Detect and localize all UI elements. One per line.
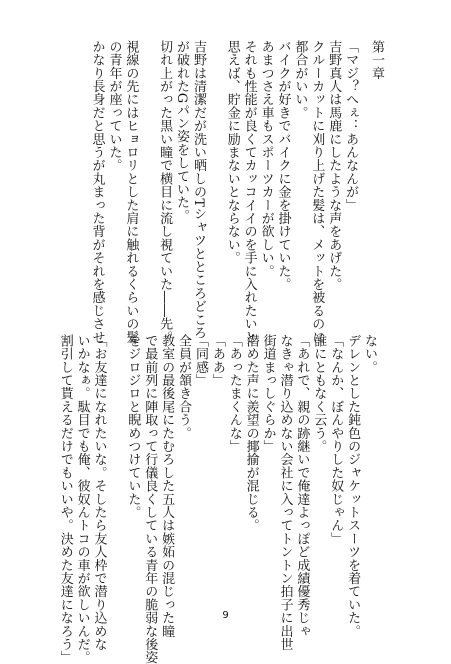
text-line: それも性能が良くてカッコイイのを手に入れたいと — [241, 40, 257, 344]
text-line: 「マジ？へぇ：あんなんが」 — [343, 40, 359, 212]
text-line: 「お友達になれたいな。そしたら友人枠で潜り込めな — [91, 334, 107, 651]
text-line: 吉野は清潔だが洗い晒しのTシャツとところどころ — [190, 40, 206, 340]
text-line: なきゃ潜り込めない会社に入ってトントン拍子に出世 — [277, 334, 293, 651]
text-line: 「あったまくんな」 — [226, 334, 242, 453]
text-line: が破れたGパン姿をしていた。 — [174, 40, 190, 223]
text-line: クルーカットに刈り上げた髪は、メットを被るのに — [309, 40, 325, 344]
upper-text-block — [88, 40, 384, 344]
chapter-title: 第一章 — [369, 40, 384, 80]
text-line: 思えば、貯金に励まないとならない。 — [224, 40, 240, 265]
text-line: 「なんか、ぼんやりした奴じゃん」 — [328, 334, 344, 546]
text-line: 全員が頷き合う。 — [176, 334, 192, 440]
text-line: 切れ上がった黒い瞳で横目に流し視ていた――先。 — [157, 40, 173, 344]
text-line: 視線の先にはヒョロリとした肩に触れるくらいの髪 — [123, 40, 139, 344]
page-number: 9 — [222, 610, 229, 621]
text-line: 「同感」 — [192, 334, 208, 387]
text-line: 教室の最後尾にたむろした五人は嫉妬の混じった瞳 — [159, 334, 175, 638]
text-line: 街道まっしぐらか」 — [260, 334, 276, 453]
text-line: 吉野真人は馬鹿にしたような声をあげた。 — [326, 40, 342, 291]
text-line: あまつさえ車もスポーツカーが欲しい。 — [258, 40, 274, 278]
text-line: 誰にともなく云う。 — [311, 334, 327, 453]
text-line: 「あれで、親の跡継いで俺達よっぽど成績優秀じゃ — [294, 334, 310, 638]
text-line: 割引して貰えるだけでもいいや。決めた友達になろう」 — [57, 334, 73, 664]
blank-line — [138, 40, 155, 302]
text-line: いかなぁ。駄目でも俺、彼奴んトコの車が欲しいんだ。 — [74, 334, 90, 664]
text-line: 潜めた声に羨望の揶揄が混じる。 — [243, 334, 259, 532]
text-line: デレンとした鈍色のジャケットスーツを着ていた。 — [345, 334, 361, 638]
text-line: ない。 — [362, 334, 377, 374]
text-line: 「ああ」 — [209, 334, 225, 387]
text-line: をジロジロと睨めつけていた。 — [125, 334, 141, 519]
text-line: バイクが好きでバイクに金を掛けていた。 — [275, 40, 291, 291]
lower-text-block — [56, 334, 377, 664]
text-line: 都合がいい。 — [292, 40, 308, 120]
text-line: で最前列に陣取って行儀良くしている青年の脆弱な後姿 — [142, 334, 158, 664]
blank-line — [206, 40, 223, 302]
text-line: の青年が座っていた。 — [106, 40, 122, 172]
blank-line — [107, 334, 124, 602]
text-line: かなり長身だと思うが丸まった背がそれを感じさせ — [89, 40, 105, 344]
